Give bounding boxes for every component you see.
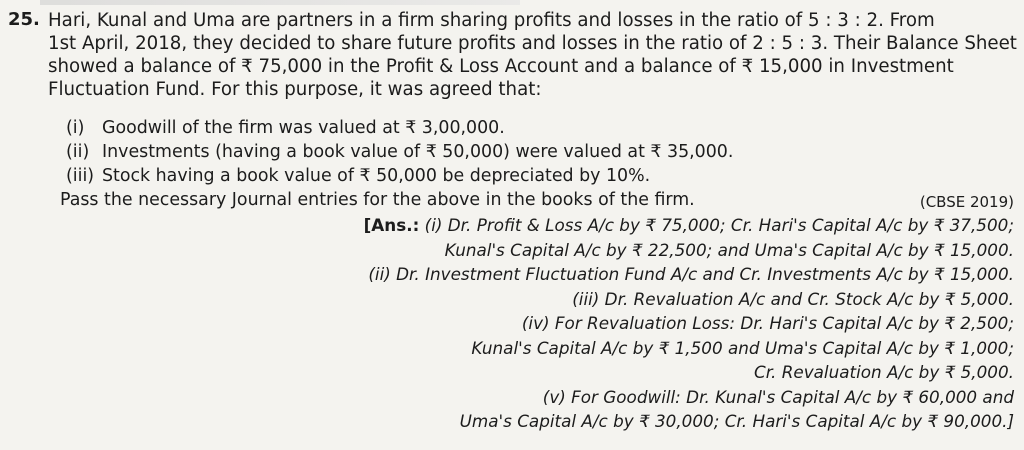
cropped-heading-strip: [40, 0, 520, 5]
answer-line: Kunal's Capital A/c by ₹ 22,500; and Uma's Capital A/c by ₹ 15,000.: [444, 239, 1014, 260]
question-items-list: [66, 116, 733, 188]
answer-line: (iii) Dr. Revaluation A/c and Cr. Stock A/c by ₹ 5,000.: [572, 288, 1014, 309]
item-text: Goodwill of the firm was valued at ₹ 3,00,000.: [102, 118, 505, 138]
question-item: [66, 116, 733, 140]
question-item: [66, 140, 733, 164]
question-item: [66, 164, 733, 188]
answer-line: (iv) For Revaluation Loss: Dr. Hari's Capital A/c by ₹ 2,500;: [521, 313, 1014, 333]
question-line: showed a balance of ₹ 75,000 in the Profit & Loss Account and a balance of ₹ 15,000 in Investment: [48, 56, 954, 77]
instruction-text: Pass the necessary Journal entries for the above in the books of the firm.: [60, 190, 695, 210]
item-number: (ii): [66, 142, 90, 162]
question-line: Fluctuation Fund. For this purpose, it was agreed that:: [48, 79, 542, 100]
question-line: Hari, Kunal and Uma are partners in a firm sharing profits and losses in the ratio of 5 : 3 : 2. From: [48, 10, 935, 31]
item-number: (i): [66, 118, 85, 138]
item-text: Investments (having a book value of ₹ 50,000) were valued at ₹ 35,000.: [102, 142, 734, 162]
answer-line: Uma's Capital A/c by ₹ 30,000; Cr. Hari's Capital A/c by ₹ 90,000.]: [459, 411, 1014, 431]
answer-block: [234, 213, 1014, 434]
item-text: Stock having a book value of ₹ 50,000 be depreciated by 10%.: [102, 166, 651, 186]
answer-text: (i) Dr. Profit & Loss A/c by ₹ 75,000; Cr. Hari's Capital A/c by ₹ 37,500;: [424, 215, 1014, 235]
question-line: 1st April, 2018, they decided to share future profits and losses in the ratio of 2 : 5 : 3. Their Balance Sheet: [48, 33, 1017, 54]
answer-line: Kunal's Capital A/c by ₹ 1,500 and Uma's Capital A/c by ₹ 1,000;: [471, 337, 1014, 358]
source-citation: (CBSE 2019): [919, 193, 1014, 211]
question-paragraph: [48, 9, 1020, 101]
question-number: 25.: [8, 9, 40, 30]
answer-line: [234, 213, 1014, 238]
item-number: (iii): [66, 166, 95, 186]
answer-label: [Ans.:: [363, 215, 420, 235]
answer-line: (v) For Goodwill: Dr. Kunal's Capital A/c by ₹ 60,000 and: [542, 386, 1014, 407]
answer-line: Cr. Revaluation A/c by ₹ 5,000.: [753, 362, 1014, 382]
answer-line: (ii) Dr. Investment Fluctuation Fund A/c and Cr. Investments A/c by ₹ 15,000.: [368, 264, 1014, 284]
